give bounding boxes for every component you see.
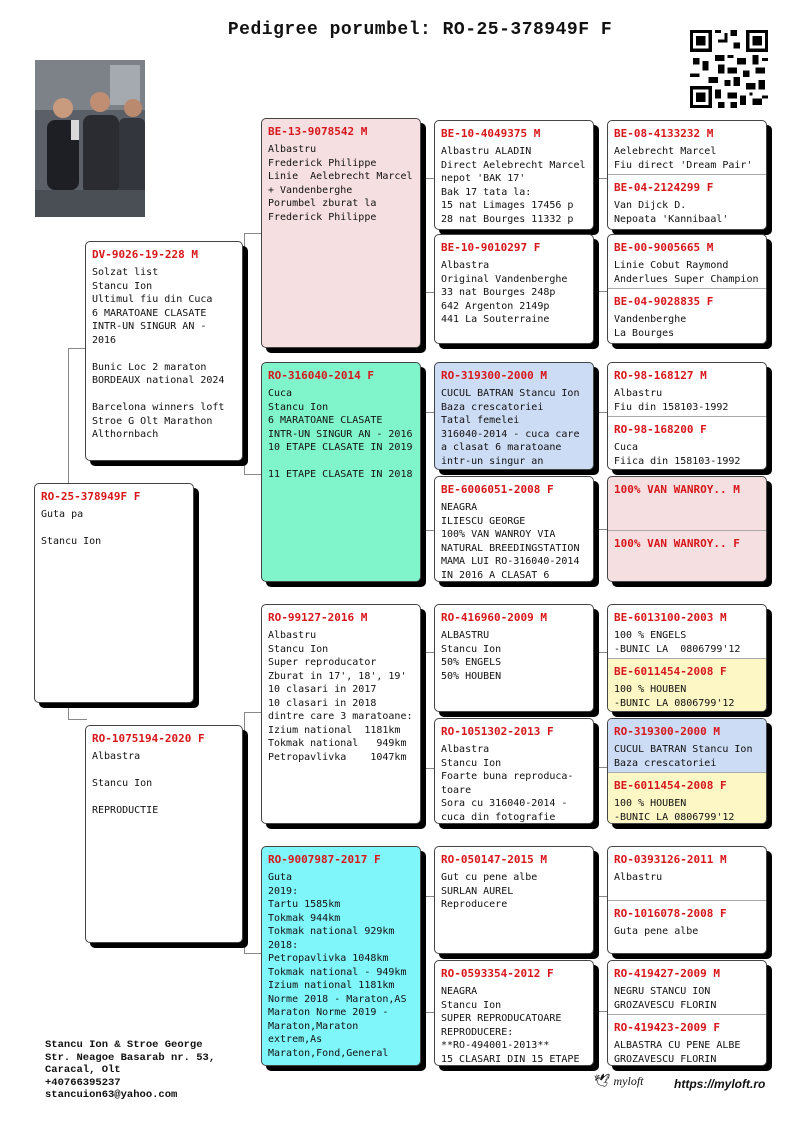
ancestor-cell[interactable]	[608, 961, 766, 1014]
ring-number: RO-25-378949F F	[41, 490, 141, 503]
qr-code	[690, 30, 768, 108]
ring-number: RO-419423-2009 F	[614, 1021, 720, 1034]
pigeon-notes: Gut cu pene albe SURLAN AUREL Reproducere	[441, 872, 538, 910]
ring-number: BE-00-9005665 M	[614, 241, 714, 254]
pigeon-notes: Linie Cobut Raymond Anderlues Super Champion	[614, 260, 759, 285]
ring-number: RO-1051302-2013 F	[441, 725, 554, 738]
ancestor-pair-card[interactable]	[607, 604, 767, 712]
connector-gen4-d	[595, 529, 607, 530]
great-grandparent-card[interactable]	[434, 604, 594, 712]
owner-contact	[45, 1039, 215, 1102]
ring-number: RO-319300-2000 M	[614, 725, 720, 738]
great-grandparent-card[interactable]	[434, 476, 594, 582]
pigeon-notes: Cuca Stancu Ion 6 MARATOANE CLASATE INTR-UN SINGUR AN - 2016 10 ETAPE CLASATE IN 2019 11 ETAPE CLASATE IN 2018	[268, 388, 413, 480]
pigeon-notes: CUCUL BATRAN Stancu Ion Baza crescatoriei	[614, 744, 753, 769]
ring-number: RO-99127-2016 M	[268, 611, 368, 624]
ring-number: RO-98-168200 F	[614, 423, 707, 436]
website-link[interactable]: https://myloft.ro	[674, 1077, 766, 1091]
ancestor-cell[interactable]	[608, 658, 766, 711]
grandparent-card[interactable]	[261, 118, 421, 348]
ancestor-cell[interactable]	[608, 1014, 766, 1065]
owner-names: Stancu Ion & Stroe George	[45, 1039, 203, 1051]
sire-card[interactable]	[85, 241, 243, 461]
ring-number: RO-9007987-2017 F	[268, 853, 381, 866]
ring-number: RO-98-168127 M	[614, 369, 707, 382]
connector-gen4-c	[595, 412, 607, 413]
great-grandparent-card[interactable]	[434, 960, 594, 1066]
email-address[interactable]: stancuion63@yahoo.com	[45, 1089, 178, 1101]
ancestor-pair-card[interactable]	[607, 234, 767, 344]
grandparent-card[interactable]	[261, 362, 421, 582]
pigeon-notes: Albastru	[614, 872, 663, 883]
ancestor-cell[interactable]	[608, 416, 766, 469]
ring-number: RO-1016078-2008 F	[614, 907, 727, 920]
ring-number: RO-050147-2015 M	[441, 853, 547, 866]
pigeon-notes: ALBASTRA CU PENE ALBE GROZAVESCU FLORIN	[614, 1040, 741, 1065]
great-grandparent-card[interactable]	[434, 120, 594, 230]
connector-gen4-b	[595, 291, 607, 292]
ring-number: BE-04-9028835 F	[614, 295, 714, 308]
connector-gen4-e	[595, 652, 607, 653]
ancestor-pair-card[interactable]	[607, 960, 767, 1066]
pigeon-notes: Solzat list Stancu Ion Ultimul fiu din Cuca 6 MARATOANE CLASATE INTR-UN SINGUR AN - 2016 Bunic Loc 2 maraton BORDEAUX national 2024 Barcelona winners loft Stroe G Olt Marathon Althornbach	[92, 267, 225, 440]
ring-number: BE-6011454-2008 F	[614, 779, 727, 792]
dam-card[interactable]	[85, 725, 243, 943]
ancestor-cell[interactable]	[608, 605, 766, 658]
connector-gen4-f	[595, 767, 607, 768]
grandparent-card[interactable]	[261, 846, 421, 1066]
pigeon-notes: Albastru Fiu din 158103-1992	[614, 388, 729, 413]
phone-number[interactable]: +40766395237	[45, 1076, 121, 1089]
pigeon-notes: Van Dijck D. Nepoata 'Kannibaal'	[614, 200, 729, 225]
brand-logo	[594, 1073, 644, 1089]
great-grandparent-card[interactable]	[434, 234, 594, 344]
ring-number: BE-10-9010297 F	[441, 241, 541, 254]
ring-number: BE-6013100-2003 M	[614, 611, 727, 624]
ring-number: 100% VAN WANROY.. M	[614, 483, 740, 496]
pigeon-notes: Albastru Frederick Philippe Linie Aelebrecht Marcel + Vandenberghe Porumbel zburat la Frederick Philippe	[268, 144, 413, 223]
ancestor-cell[interactable]	[608, 530, 766, 581]
brand-name: myloft	[613, 1074, 644, 1088]
ring-number: BE-6006051-2008 F	[441, 483, 554, 496]
great-grandparent-card[interactable]	[434, 362, 594, 470]
bird-icon: 🕊	[594, 1073, 611, 1088]
pigeon-notes: Vandenberghe La Bourges	[614, 314, 687, 339]
ring-number: BE-04-2124299 F	[614, 181, 714, 194]
pigeon-notes: Guta pa Stancu Ion	[41, 509, 102, 547]
connector-gen2-dam	[244, 712, 261, 954]
ring-number: DV-9026-19-228 M	[92, 248, 198, 261]
ring-number: 100% VAN WANROY.. F	[614, 537, 740, 550]
ancestor-pair-card[interactable]	[607, 846, 767, 954]
ancestor-cell[interactable]	[608, 719, 766, 772]
address-city: Caracal, Olt	[45, 1064, 121, 1076]
pigeon-notes: NEAGRA ILIESCU GEORGE 100% VAN WANROY VIA NATURAL BREEDINGSTATION MAMA LUI RO-316040-2014 IN 2016 A CLASAT 6	[441, 502, 580, 581]
pigeon-notes: NEAGRA Stancu Ion SUPER REPRODUCATOARE REPRODUCERE: **RO-494001-2013** 15 CLASARI DIN 15 ETAPE	[441, 986, 580, 1065]
pigeon-notes: Aelebrecht Marcel Fiu direct 'Dream Pair'	[614, 146, 753, 171]
address-street: Str. Neagoe Basarab nr. 53,	[45, 1051, 216, 1064]
ancestor-cell[interactable]	[608, 288, 766, 343]
pigeon-notes: CUCUL BATRAN Stancu Ion Baza crescatoriei Tatal femelei 316040-2014 - cuca care a clasat 6 maratoane intr-un singur an	[441, 388, 580, 467]
ring-number: RO-416960-2009 M	[441, 611, 547, 624]
ancestor-pair-card[interactable]	[607, 120, 767, 230]
pigeon-notes: Albastra Stancu Ion REPRODUCTIE	[92, 751, 159, 816]
ring-number: BE-13-9078542 M	[268, 125, 368, 138]
connector-gen4-a	[595, 178, 607, 179]
ancestor-cell[interactable]	[608, 900, 766, 953]
pigeon-notes: NEGRU STANCU ION GROZAVESCU FLORIN	[614, 986, 717, 1011]
ancestor-cell[interactable]	[608, 174, 766, 229]
ring-number: RO-1075194-2020 F	[92, 732, 205, 745]
connector-gen4-g	[595, 896, 607, 897]
grandparent-card[interactable]	[261, 604, 421, 824]
pigeon-notes: Cuca Fiica din 158103-1992	[614, 442, 741, 467]
connector-gen4-h	[595, 1011, 607, 1012]
pigeon-notes: ALBASTRU Stancu Ion 50% ENGELS 50% HOUBEN	[441, 630, 502, 682]
ancestor-cell[interactable]	[608, 235, 766, 288]
ring-number: RO-0593354-2012 F	[441, 967, 554, 980]
owner-photo	[35, 60, 145, 217]
great-grandparent-card[interactable]	[434, 846, 594, 954]
pigeon-notes: Albastru Stancu Ion Super reproducator Zburat in 17', 18', 19' 10 clasari in 2017 10 clasari in 2018 dintre care 3 maratoane: Izium national 1181km Tokmak national 949km Petropavlivka 1047km	[268, 630, 413, 763]
pigeon-notes: 100 % ENGELS -BUNIC LA 0806799'12	[614, 630, 741, 655]
ring-number: RO-0393126-2011 M	[614, 853, 727, 866]
pigeon-notes: Guta 2019: Tartu 1585km Tokmak 944km Tokmak national 929km 2018: Petropavlivka 1048km Tokmak national - 949km Izium national 1181km Norme 2018 - Maraton,AS Maraton Norme 2019 - Maraton,Maraton extrem,As Maraton,Fond,General	[268, 872, 407, 1059]
ancestor-cell[interactable]	[608, 847, 766, 900]
ring-number: BE-08-4133232 M	[614, 127, 714, 140]
ancestor-cell[interactable]	[608, 477, 766, 530]
ancestor-cell[interactable]	[608, 363, 766, 416]
ring-number: BE-10-4049375 M	[441, 127, 541, 140]
ancestor-cell[interactable]	[608, 121, 766, 174]
connector-gen2-sire	[244, 233, 261, 475]
pigeon-notes: 100 % HOUBEN -BUNIC LA 0806799'12	[614, 798, 735, 823]
pigeon-notes: Albastra Stancu Ion Foarte buna reproduca- toare Sora cu 316040-2014 - cuca din fotografie	[441, 744, 574, 823]
ancestor-pair-card[interactable]	[607, 362, 767, 470]
pigeon-notes: Albastru ALADIN Direct Aelebrecht Marcel nepot 'BAK 17' Bak 17 tata la: 15 nat Limages 17456 p 28 nat Bourges 11332 p	[441, 146, 586, 225]
ancestor-cell[interactable]	[608, 772, 766, 823]
ring-number: RO-419427-2009 M	[614, 967, 720, 980]
pigeon-notes: Albastra Original Vandenberghe 33 nat Bourges 248p 642 Argenton 2149p 441 La Souterraine	[441, 260, 568, 325]
ring-number: BE-6011454-2008 F	[614, 665, 727, 678]
ring-number: RO-316040-2014 F	[268, 369, 374, 382]
pigeon-notes: 100 % HOUBEN -BUNIC LA 0806799'12	[614, 684, 735, 709]
great-grandparent-card[interactable]	[434, 718, 594, 824]
page-title: Pedigree porumbel: RO-25-378949F F	[227, 20, 613, 40]
subject-card[interactable]	[34, 483, 194, 703]
ancestor-pair-card[interactable]	[607, 718, 767, 824]
pigeon-notes: Guta pene albe	[614, 926, 699, 937]
ancestor-pair-card[interactable]	[607, 476, 767, 582]
ring-number: RO-319300-2000 M	[441, 369, 547, 382]
